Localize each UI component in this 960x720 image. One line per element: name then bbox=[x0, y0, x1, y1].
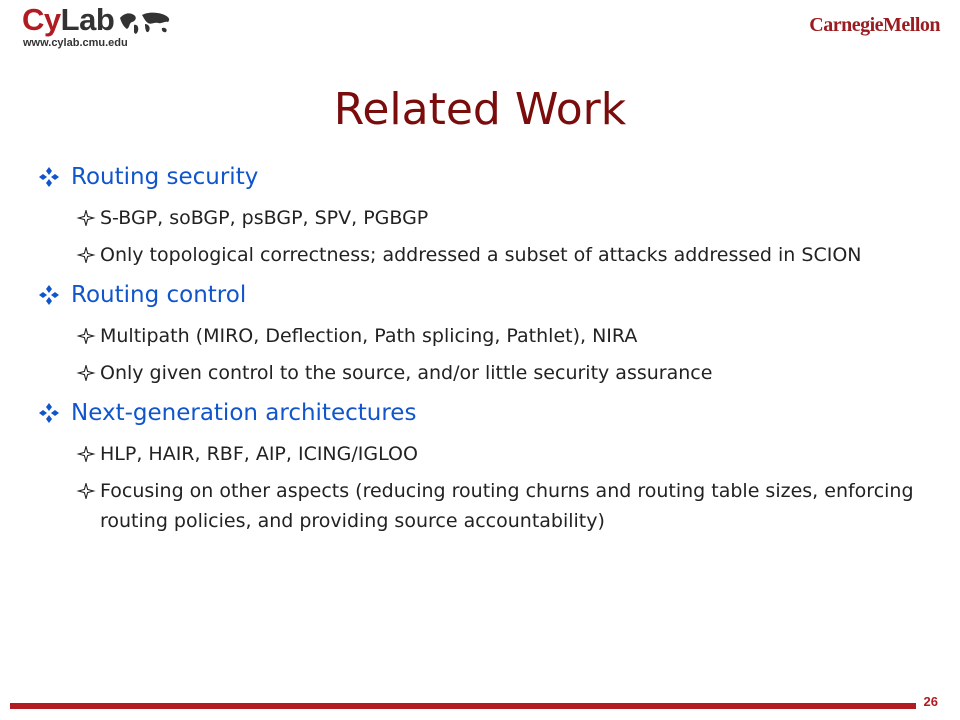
four-point-star-bullet-icon bbox=[76, 328, 96, 344]
four-point-star-bullet-icon bbox=[76, 210, 96, 226]
carnegie-mellon-logo: CarnegieMellon bbox=[809, 14, 940, 36]
list-item: Multipath (MIRO, Deflection, Path splicing, Pathlet), NIRA bbox=[76, 321, 918, 351]
page-number: 26 bbox=[923, 694, 938, 709]
list-item: Only given control to the source, and/or little security assurance bbox=[76, 358, 918, 388]
four-point-star-bullet-icon bbox=[76, 365, 96, 381]
four-point-star-bullet-icon bbox=[76, 446, 96, 462]
list-item: Only topological correctness; addressed a subset of attacks addressed in SCION bbox=[76, 240, 918, 270]
four-point-star-bullet-icon bbox=[76, 483, 96, 499]
footer-bar bbox=[10, 703, 916, 709]
list-item: Focusing on other aspects (reducing routing churns and routing table sizes, enforcing routing policies, and providing source accountability) bbox=[76, 476, 918, 536]
four-diamond-bullet-icon bbox=[38, 284, 60, 306]
four-diamond-bullet-icon bbox=[38, 402, 60, 424]
slide-title: Related Work bbox=[333, 84, 627, 135]
cylab-wordmark: CyLab bbox=[22, 2, 115, 37]
four-diamond-bullet-icon bbox=[38, 166, 60, 188]
section-routing-control bbox=[38, 276, 918, 388]
four-point-star-bullet-icon bbox=[76, 247, 96, 263]
cylab-url: www.cylab.cmu.edu bbox=[23, 37, 128, 49]
section-next-generation-architectures bbox=[38, 394, 918, 536]
slide-content bbox=[38, 158, 918, 536]
section-heading: Next-generation architectures bbox=[38, 394, 918, 432]
cylab-logo bbox=[22, 2, 172, 52]
section-heading: Routing control bbox=[38, 276, 918, 314]
list-item: HLP, HAIR, RBF, AIP, ICING/IGLOO bbox=[76, 439, 918, 469]
list-item: S-BGP, soBGP, psBGP, SPV, PGBGP bbox=[76, 203, 918, 233]
world-map-icon bbox=[118, 10, 172, 36]
section-heading: Routing security bbox=[38, 158, 918, 196]
section-routing-security bbox=[38, 158, 918, 270]
